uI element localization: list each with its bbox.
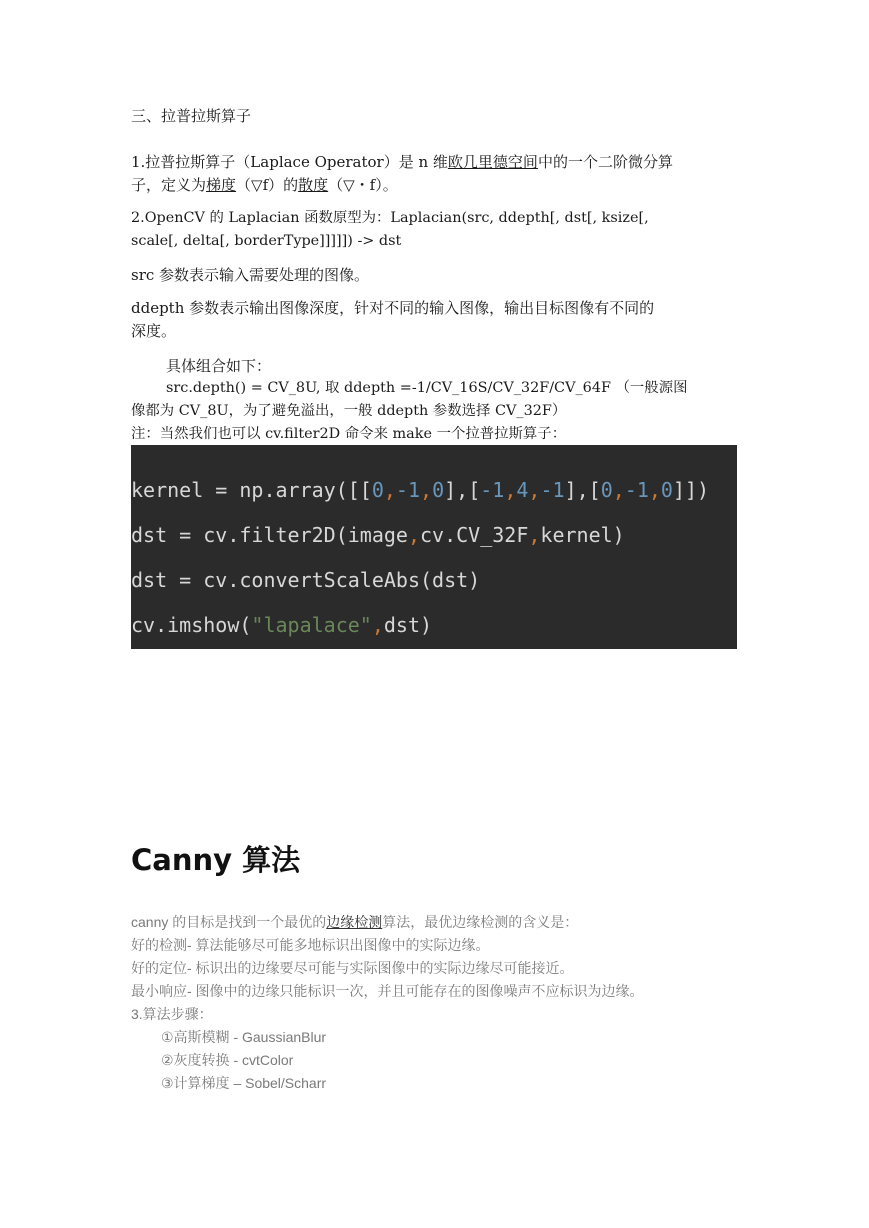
text: （▽f）的 — [236, 176, 299, 194]
combo-line3: 像都为 CV_8U，为了避免溢出，一般 ddepth 参数选择 CV_32F） — [131, 403, 567, 419]
code-comma: , — [612, 478, 625, 502]
canny-heading: Canny 算法 — [131, 843, 301, 877]
code-block — [131, 445, 737, 649]
code-comma: , — [648, 478, 661, 502]
text: 中的一个二阶微分算 — [537, 153, 673, 171]
code-number: -1 — [624, 478, 649, 502]
code-comma: , — [420, 478, 433, 502]
para-ddepth-line1: ddepth 参数表示输出图像深度，针对不同的输入图像，输出目标图像有不同的 — [131, 299, 655, 317]
code-token: ],[ — [564, 478, 601, 502]
text: （▽・f）。 — [328, 176, 398, 194]
code-token: cv.CV_32F — [420, 523, 529, 547]
para-ddepth-line2: 深度。 — [131, 322, 177, 340]
code-comma: , — [528, 478, 541, 502]
code-number: 4 — [516, 478, 529, 502]
code-line-filter2d — [131, 523, 625, 547]
code-number: 0 — [432, 478, 445, 502]
gradient-link[interactable]: 梯度 — [206, 176, 237, 194]
code-number: -1 — [480, 478, 505, 502]
divergence-link[interactable]: 散度 — [298, 176, 329, 194]
canny-step-1: ①高斯模糊 - GaussianBlur — [161, 1029, 327, 1045]
para-opencv-prototype-line1: 2.OpenCV 的 Laplacian 函数原型为：Laplacian(src, ddepth[, dst[, ksize[, — [131, 210, 649, 226]
code-line-convertscaleabs: dst = cv.convertScaleAbs(dst) — [131, 568, 481, 592]
code-token: ],[ — [444, 478, 481, 502]
section-title: 三、拉普拉斯算子 — [131, 107, 252, 125]
code-comma: , — [383, 478, 396, 502]
code-token: kernel = np.array([[ — [131, 478, 372, 502]
para-opencv-prototype-line2: scale[, delta[, borderType]]]]]) -> dst — [131, 233, 402, 249]
code-token: cv.imshow( — [131, 613, 252, 637]
para-laplace-definition-line2 — [131, 173, 398, 197]
code-number: 0 — [660, 478, 673, 502]
code-number: -1 — [540, 478, 565, 502]
text: 算法，最优边缘检测的含义是： — [382, 914, 579, 930]
canny-steps-title: 3.算法步骤： — [131, 1006, 213, 1022]
code-comma: , — [371, 613, 384, 637]
code-comma: , — [528, 523, 541, 547]
combo-line1: 具体组合如下： — [166, 357, 272, 375]
code-number: 0 — [371, 478, 384, 502]
code-token: ]]) — [672, 478, 710, 502]
combo-line2: src.depth() = CV_8U, 取 ddepth =-1/CV_16S/CV_32F/CV_64F （一般源图 — [166, 380, 688, 396]
text: 1.拉普拉斯算子（Laplace Operator）是 n 维 — [131, 153, 448, 171]
canny-intro — [131, 911, 578, 933]
code-string: "lapalace" — [251, 613, 372, 637]
code-comma: , — [407, 523, 420, 547]
code-token: dst = cv.filter2D(image — [131, 523, 408, 547]
text: canny 的目标是找到一个最优的 — [131, 914, 327, 930]
text: 子，定义为 — [131, 176, 207, 194]
canny-step-3: ③计算梯度 – Sobel/Scharr — [161, 1075, 327, 1091]
canny-min-response: 最小响应- 图像中的边缘只能标识一次，并且可能存在的图像噪声不应标识为边缘。 — [131, 983, 644, 999]
code-number: -1 — [395, 478, 421, 502]
note-filter2d: 注：当然我们也可以 cv.filter2D 命令来 make 一个拉普拉斯算子： — [131, 426, 567, 442]
edge-detection-link[interactable]: 边缘检测 — [326, 914, 383, 930]
para-src-param: src 参数表示输入需要处理的图像。 — [131, 266, 370, 284]
code-token: dst) — [383, 613, 433, 637]
code-token: kernel) — [540, 523, 625, 547]
canny-good-detection: 好的检测- 算法能够尽可能多地标识出图像中的实际边缘。 — [131, 937, 490, 953]
para-laplace-definition-line1 — [131, 150, 673, 174]
code-line-imshow — [131, 613, 432, 637]
canny-step-2: ②灰度转换 - cvtColor — [161, 1052, 294, 1068]
canny-good-localization: 好的定位- 标识出的边缘要尽可能与实际图像中的实际边缘尽可能接近。 — [131, 960, 574, 976]
code-line-kernel — [131, 478, 709, 502]
code-number: 0 — [600, 478, 613, 502]
euclidean-space-link[interactable]: 欧几里德空间 — [447, 153, 538, 171]
code-comma: , — [504, 478, 517, 502]
